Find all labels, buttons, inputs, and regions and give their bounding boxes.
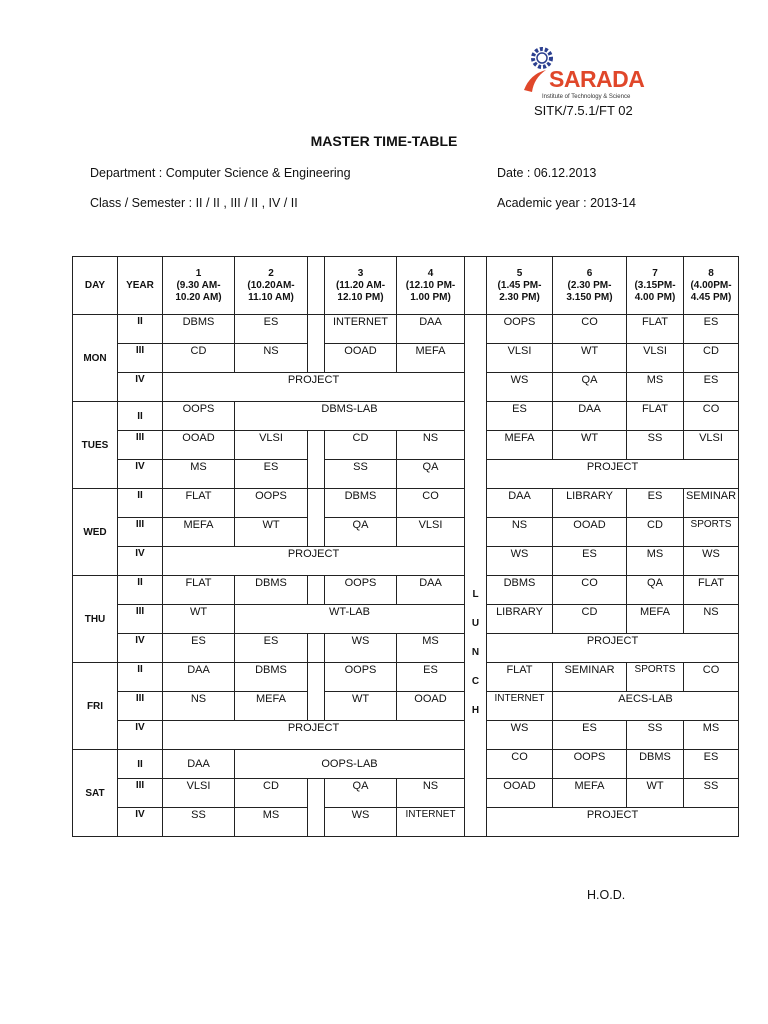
table-cell: DBMS bbox=[235, 663, 308, 692]
table-cell: NS bbox=[684, 605, 739, 634]
table-row bbox=[73, 547, 739, 576]
year-cell: II bbox=[118, 489, 163, 518]
table-row bbox=[73, 489, 739, 518]
table-cell: WT bbox=[325, 692, 397, 721]
table-cell: MEFA bbox=[163, 518, 235, 547]
break-column bbox=[308, 779, 325, 837]
table-cell: OOPS bbox=[487, 315, 553, 344]
table-cell: MS bbox=[397, 634, 465, 663]
table-cell: WT bbox=[627, 779, 684, 808]
year-cell: III bbox=[118, 779, 163, 808]
lunch-label: L U N C H bbox=[471, 588, 480, 716]
table-cell: WS bbox=[325, 634, 397, 663]
table-cell: MEFA bbox=[235, 692, 308, 721]
table-cell: INTERNET bbox=[325, 315, 397, 344]
table-row bbox=[73, 402, 739, 431]
hod-signature-label: H.O.D. bbox=[587, 888, 626, 902]
table-cell: QA bbox=[325, 779, 397, 808]
table-cell: ES bbox=[235, 460, 308, 489]
table-cell: INTERNET bbox=[487, 692, 553, 721]
header-period-4: 4 (12.10 PM- 1.00 PM) bbox=[397, 257, 465, 315]
table-cell: WT bbox=[553, 431, 627, 460]
table-cell: MS bbox=[235, 808, 308, 837]
table-cell: OOAD bbox=[325, 344, 397, 373]
year-cell: III bbox=[118, 692, 163, 721]
table-cell: INTERNET bbox=[397, 808, 465, 837]
table-cell: WS bbox=[487, 373, 553, 402]
table-cell: CO bbox=[553, 576, 627, 605]
table-cell: SS bbox=[163, 808, 235, 837]
timetable bbox=[72, 256, 739, 837]
table-cell: QA bbox=[397, 460, 465, 489]
table-cell: CO bbox=[487, 750, 553, 779]
table-cell: SEMINAR bbox=[553, 663, 627, 692]
table-row bbox=[73, 634, 739, 663]
table-cell: CO bbox=[553, 315, 627, 344]
year-cell: II bbox=[118, 750, 163, 779]
table-cell: ES bbox=[684, 373, 739, 402]
table-cell: CD bbox=[235, 779, 308, 808]
table-cell: MS bbox=[627, 547, 684, 576]
project-cell: PROJECT bbox=[487, 460, 739, 489]
table-cell: NS bbox=[487, 518, 553, 547]
table-cell: CD bbox=[684, 344, 739, 373]
header-period-7: 7 (3.15PM- 4.00 PM) bbox=[627, 257, 684, 315]
table-row bbox=[73, 344, 739, 373]
table-cell: FLAT bbox=[487, 663, 553, 692]
department-label: Department : Computer Science & Engineering bbox=[90, 166, 351, 180]
table-cell: VLSI bbox=[487, 344, 553, 373]
table-cell: DBMS bbox=[627, 750, 684, 779]
table-cell: LIBRARY bbox=[487, 605, 553, 634]
table-cell: VLSI bbox=[627, 344, 684, 373]
table-cell: DAA bbox=[553, 402, 627, 431]
year-cell: IV bbox=[118, 808, 163, 837]
break-column bbox=[308, 315, 325, 373]
project-cell: PROJECT bbox=[487, 634, 739, 663]
break-column bbox=[308, 634, 325, 663]
header-period-5: 5 (1.45 PM- 2.30 PM) bbox=[487, 257, 553, 315]
table-cell: ES bbox=[235, 634, 308, 663]
table-cell: OOPS bbox=[553, 750, 627, 779]
table-cell: QA bbox=[325, 518, 397, 547]
gear-icon bbox=[533, 49, 551, 67]
table-cell: DAA bbox=[397, 315, 465, 344]
year-cell: IV bbox=[118, 721, 163, 750]
header-year: YEAR bbox=[118, 257, 163, 315]
table-cell: ES bbox=[163, 634, 235, 663]
year-cell: III bbox=[118, 605, 163, 634]
header-row bbox=[73, 257, 739, 315]
table-cell: OOPS bbox=[163, 402, 235, 431]
table-row bbox=[73, 576, 739, 605]
table-cell: FLAT bbox=[627, 315, 684, 344]
document-reference: SITK/7.5.1/FT 02 bbox=[534, 103, 633, 118]
table-cell: FLAT bbox=[627, 402, 684, 431]
table-cell: OOPS bbox=[235, 489, 308, 518]
table-cell: NS bbox=[397, 431, 465, 460]
break-column bbox=[308, 489, 325, 547]
table-cell: OOAD bbox=[397, 692, 465, 721]
day-label-thu: THU bbox=[73, 576, 118, 663]
lunch-header bbox=[465, 257, 487, 315]
year-cell: IV bbox=[118, 373, 163, 402]
table-cell: DAA bbox=[487, 489, 553, 518]
table-cell: DBMS bbox=[235, 576, 308, 605]
table-row bbox=[73, 721, 739, 750]
break-column bbox=[308, 576, 325, 605]
table-cell: NS bbox=[397, 779, 465, 808]
table-cell: MS bbox=[163, 460, 235, 489]
year-cell: II bbox=[118, 315, 163, 344]
table-cell: MS bbox=[627, 373, 684, 402]
header-period-8: 8 (4.00PM- 4.45 PM) bbox=[684, 257, 739, 315]
day-label-sat: SAT bbox=[73, 750, 118, 837]
table-row bbox=[73, 750, 739, 779]
table-cell: CO bbox=[397, 489, 465, 518]
table-cell: DBMS bbox=[487, 576, 553, 605]
header-period-2: 2 (10.20AM- 11.10 AM) bbox=[235, 257, 308, 315]
table-cell: ES bbox=[627, 489, 684, 518]
header-day: DAY bbox=[73, 257, 118, 315]
table-cell: FLAT bbox=[163, 489, 235, 518]
day-label-fri: FRI bbox=[73, 663, 118, 750]
table-row bbox=[73, 692, 739, 721]
table-cell: NS bbox=[235, 344, 308, 373]
table-row bbox=[73, 460, 739, 489]
table-cell: WS bbox=[487, 547, 553, 576]
table-cell: VLSI bbox=[235, 431, 308, 460]
table-cell: QA bbox=[553, 373, 627, 402]
project-cell: PROJECT bbox=[163, 373, 465, 402]
header-period-6: 6 (2.30 PM- 3.150 PM) bbox=[553, 257, 627, 315]
table-cell: OOPS bbox=[325, 663, 397, 692]
table-cell: ES bbox=[684, 315, 739, 344]
lab-cell: DBMS-LAB bbox=[235, 402, 465, 431]
table-row bbox=[73, 808, 739, 837]
table-cell: WS bbox=[487, 721, 553, 750]
year-cell: III bbox=[118, 431, 163, 460]
table-cell: ES bbox=[397, 663, 465, 692]
table-cell: QA bbox=[627, 576, 684, 605]
year-cell: IV bbox=[118, 547, 163, 576]
table-cell: FLAT bbox=[163, 576, 235, 605]
table-cell: SPORTS bbox=[684, 518, 739, 547]
table-cell: WT bbox=[163, 605, 235, 634]
year-cell: III bbox=[118, 518, 163, 547]
day-label-mon: MON bbox=[73, 315, 118, 402]
table-cell: DBMS bbox=[325, 489, 397, 518]
table-cell: MEFA bbox=[397, 344, 465, 373]
table-cell: OOAD bbox=[487, 779, 553, 808]
table-cell: DAA bbox=[163, 750, 235, 779]
table-row bbox=[73, 373, 739, 402]
date-label: Date : 06.12.2013 bbox=[497, 166, 597, 180]
table-cell: ES bbox=[684, 750, 739, 779]
year-cell: II bbox=[118, 402, 163, 431]
table-cell: SS bbox=[627, 431, 684, 460]
table-cell: OOAD bbox=[553, 518, 627, 547]
class-semester-label: Class / Semester : II / II , III / II , IV / II bbox=[90, 196, 298, 210]
lab-cell: AECS-LAB bbox=[553, 692, 739, 721]
project-cell: PROJECT bbox=[163, 721, 465, 750]
table-cell: CD bbox=[325, 431, 397, 460]
table-cell: CD bbox=[627, 518, 684, 547]
table-cell: NS bbox=[163, 692, 235, 721]
table-cell: SS bbox=[627, 721, 684, 750]
table-cell: CO bbox=[684, 663, 739, 692]
table-cell: MEFA bbox=[487, 431, 553, 460]
header-period-3: 3 (11.20 AM- 12.10 PM) bbox=[325, 257, 397, 315]
table-cell: MEFA bbox=[553, 779, 627, 808]
year-cell: IV bbox=[118, 634, 163, 663]
header-period-1: 1 (9.30 AM- 10.20 AM) bbox=[163, 257, 235, 315]
table-cell: MS bbox=[684, 721, 739, 750]
table-cell: LIBRARY bbox=[553, 489, 627, 518]
table-cell: DBMS bbox=[163, 315, 235, 344]
table-cell: SEMINAR bbox=[684, 489, 739, 518]
table-cell: ES bbox=[487, 402, 553, 431]
project-cell: PROJECT bbox=[163, 547, 465, 576]
day-label-tues: TUES bbox=[73, 402, 118, 489]
logo-subtitle: Institute of Technology & Science bbox=[542, 94, 631, 100]
table-cell: OOPS bbox=[325, 576, 397, 605]
year-cell: II bbox=[118, 663, 163, 692]
table-cell: WS bbox=[684, 547, 739, 576]
lab-cell: OOPS-LAB bbox=[235, 750, 465, 779]
project-cell: PROJECT bbox=[487, 808, 739, 837]
break-column bbox=[308, 257, 325, 315]
table-cell: WT bbox=[553, 344, 627, 373]
table-row bbox=[73, 518, 739, 547]
table-cell: CD bbox=[553, 605, 627, 634]
day-label-wed: WED bbox=[73, 489, 118, 576]
table-row bbox=[73, 663, 739, 692]
year-cell: II bbox=[118, 576, 163, 605]
table-cell: ES bbox=[553, 547, 627, 576]
table-row bbox=[73, 315, 739, 344]
table-cell: OOAD bbox=[163, 431, 235, 460]
table-row bbox=[73, 605, 739, 634]
table-cell: SPORTS bbox=[627, 663, 684, 692]
table-cell: ES bbox=[235, 315, 308, 344]
table-cell: SS bbox=[684, 779, 739, 808]
year-cell: III bbox=[118, 344, 163, 373]
academic-year-label: Academic year : 2013-14 bbox=[497, 196, 636, 210]
table-cell: FLAT bbox=[684, 576, 739, 605]
table-cell: WT bbox=[235, 518, 308, 547]
year-cell: IV bbox=[118, 460, 163, 489]
table-row bbox=[73, 779, 739, 808]
table-cell: CD bbox=[163, 344, 235, 373]
table-cell: DAA bbox=[163, 663, 235, 692]
swoosh-icon bbox=[524, 70, 546, 92]
page-title: MASTER TIME-TABLE bbox=[310, 133, 458, 149]
table-row bbox=[73, 431, 739, 460]
lab-cell: WT-LAB bbox=[235, 605, 465, 634]
break-column bbox=[308, 431, 325, 489]
table-cell: MEFA bbox=[627, 605, 684, 634]
table-cell: WS bbox=[325, 808, 397, 837]
table-cell: SS bbox=[325, 460, 397, 489]
break-column bbox=[308, 663, 325, 721]
table-cell: VLSI bbox=[684, 431, 739, 460]
table-cell: CO bbox=[684, 402, 739, 431]
table-cell: VLSI bbox=[397, 518, 465, 547]
table-cell: ES bbox=[553, 721, 627, 750]
table-cell: VLSI bbox=[163, 779, 235, 808]
logo-wordmark: SARADA bbox=[549, 66, 645, 92]
lunch-column bbox=[465, 315, 487, 837]
table-cell: DAA bbox=[397, 576, 465, 605]
